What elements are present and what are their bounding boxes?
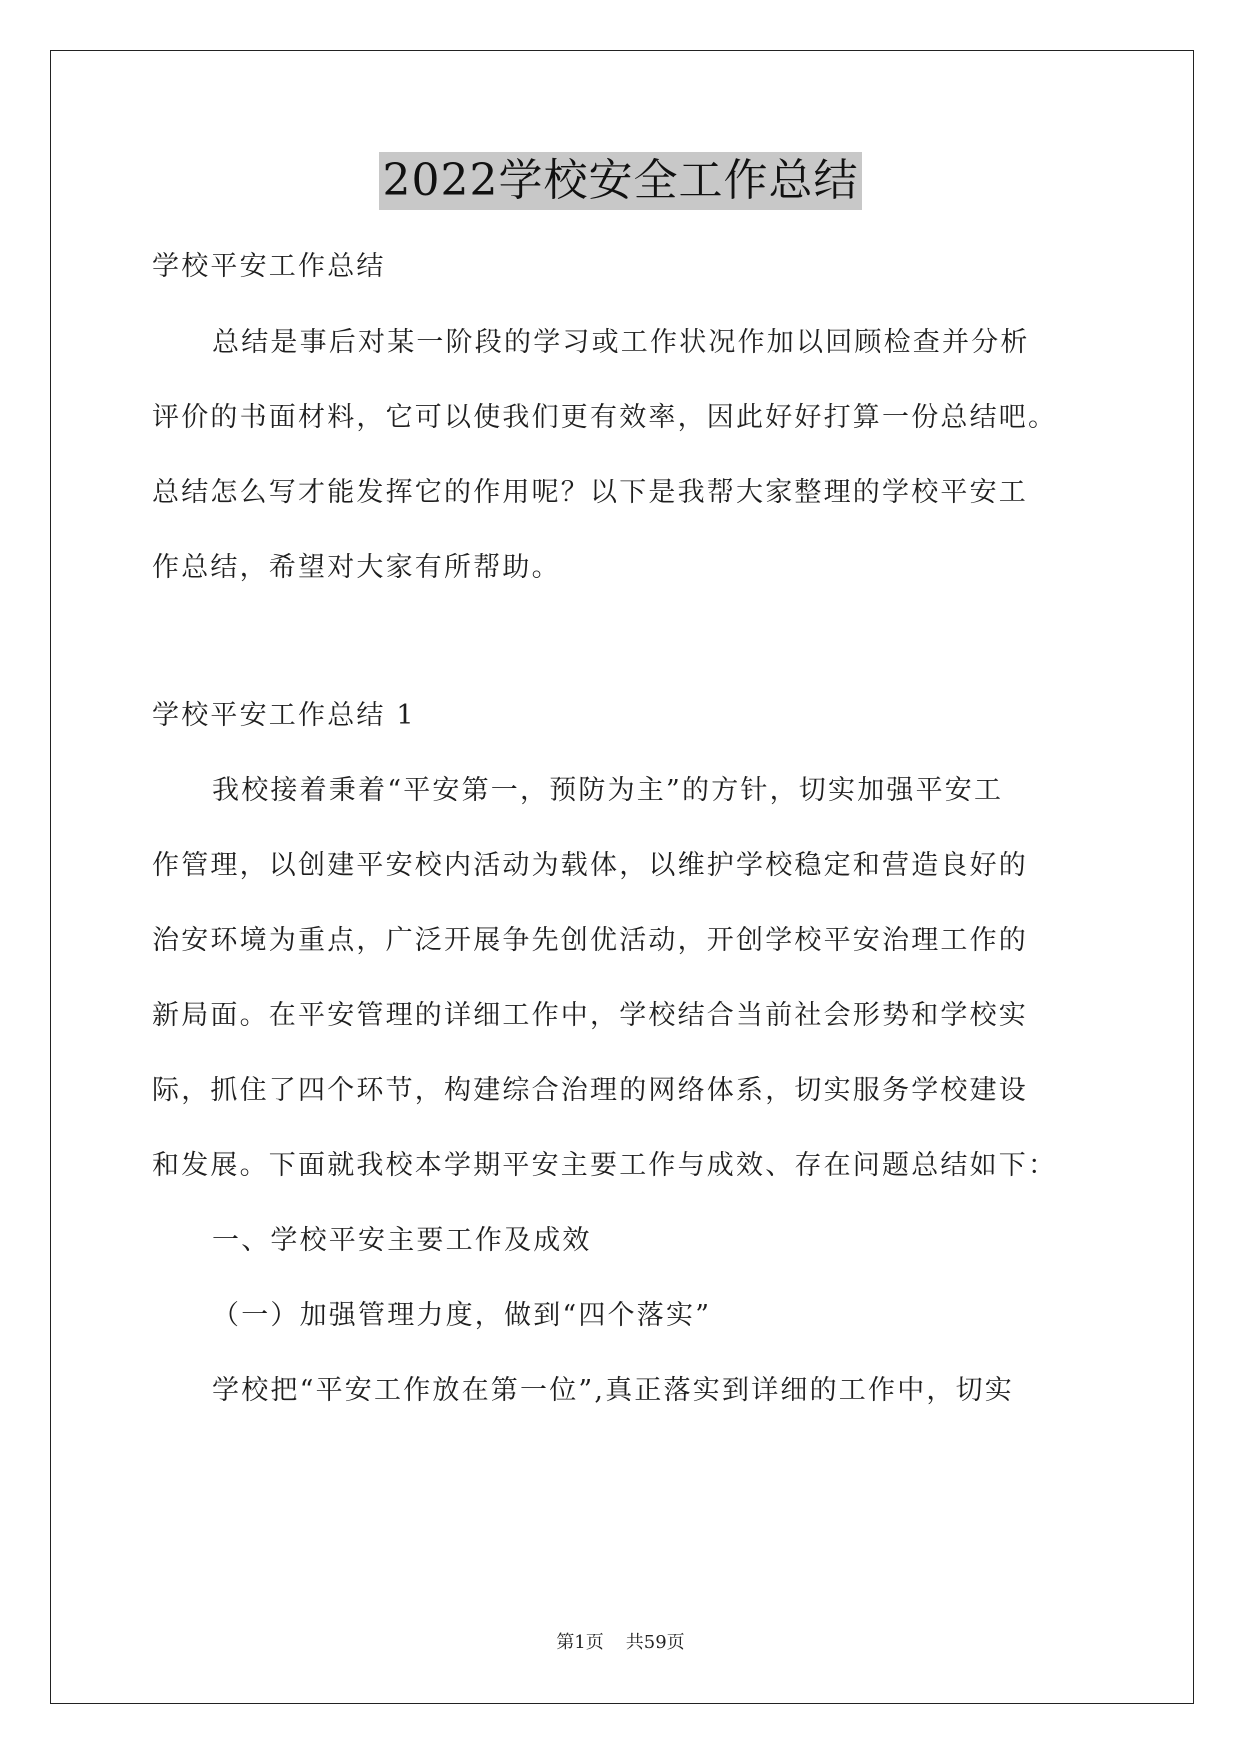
page-footer [0,1628,1241,1654]
paragraph-line: 我校接着秉着“平安第一，预防为主”的方针，切实加强平安工 [212,775,1004,806]
page-total: 共59页 [625,1632,685,1653]
paragraph-line: 和发展。下面就我校本学期平安主要工作与成效、存在问题总结如下： [152,1150,1058,1181]
document-title: 2022学校安全工作总结 [379,152,863,210]
section-heading: 学校平安工作总结 1 [152,700,416,731]
paragraph-line: 评价的书面材料，它可以使我们更有效率，因此好好打算一份总结吧。 [152,402,1058,433]
paragraph-line: 作管理，以创建平安校内活动为载体，以维护学校稳定和营造良好的 [152,850,1028,881]
page-number: 第1页 [556,1632,604,1653]
section-heading: 学校平安工作总结 [152,251,386,282]
paragraph-line: 总结是事后对某一阶段的学习或工作状况作加以回顾检查并分析 [212,327,1030,358]
paragraph-line: 学校把“平安工作放在第一位”,真正落实到详细的工作中，切实 [212,1375,1014,1406]
title-container [0,152,1241,210]
subheading: （一）加强管理力度，做到“四个落实” [212,1300,712,1331]
paragraph-line: 际，抓住了四个环节，构建综合治理的网络体系，切实服务学校建设 [152,1075,1028,1106]
subheading: 一、学校平安主要工作及成效 [212,1225,592,1256]
paragraph-line: 治安环境为重点，广泛开展争先创优活动，开创学校平安治理工作的 [152,925,1028,956]
paragraph-line: 作总结，希望对大家有所帮助。 [152,552,561,583]
paragraph-line: 新局面。在平安管理的详细工作中，学校结合当前社会形势和学校实 [152,1000,1028,1031]
paragraph-line: 总结怎么写才能发挥它的作用呢？以下是我帮大家整理的学校平安工 [152,477,1028,508]
